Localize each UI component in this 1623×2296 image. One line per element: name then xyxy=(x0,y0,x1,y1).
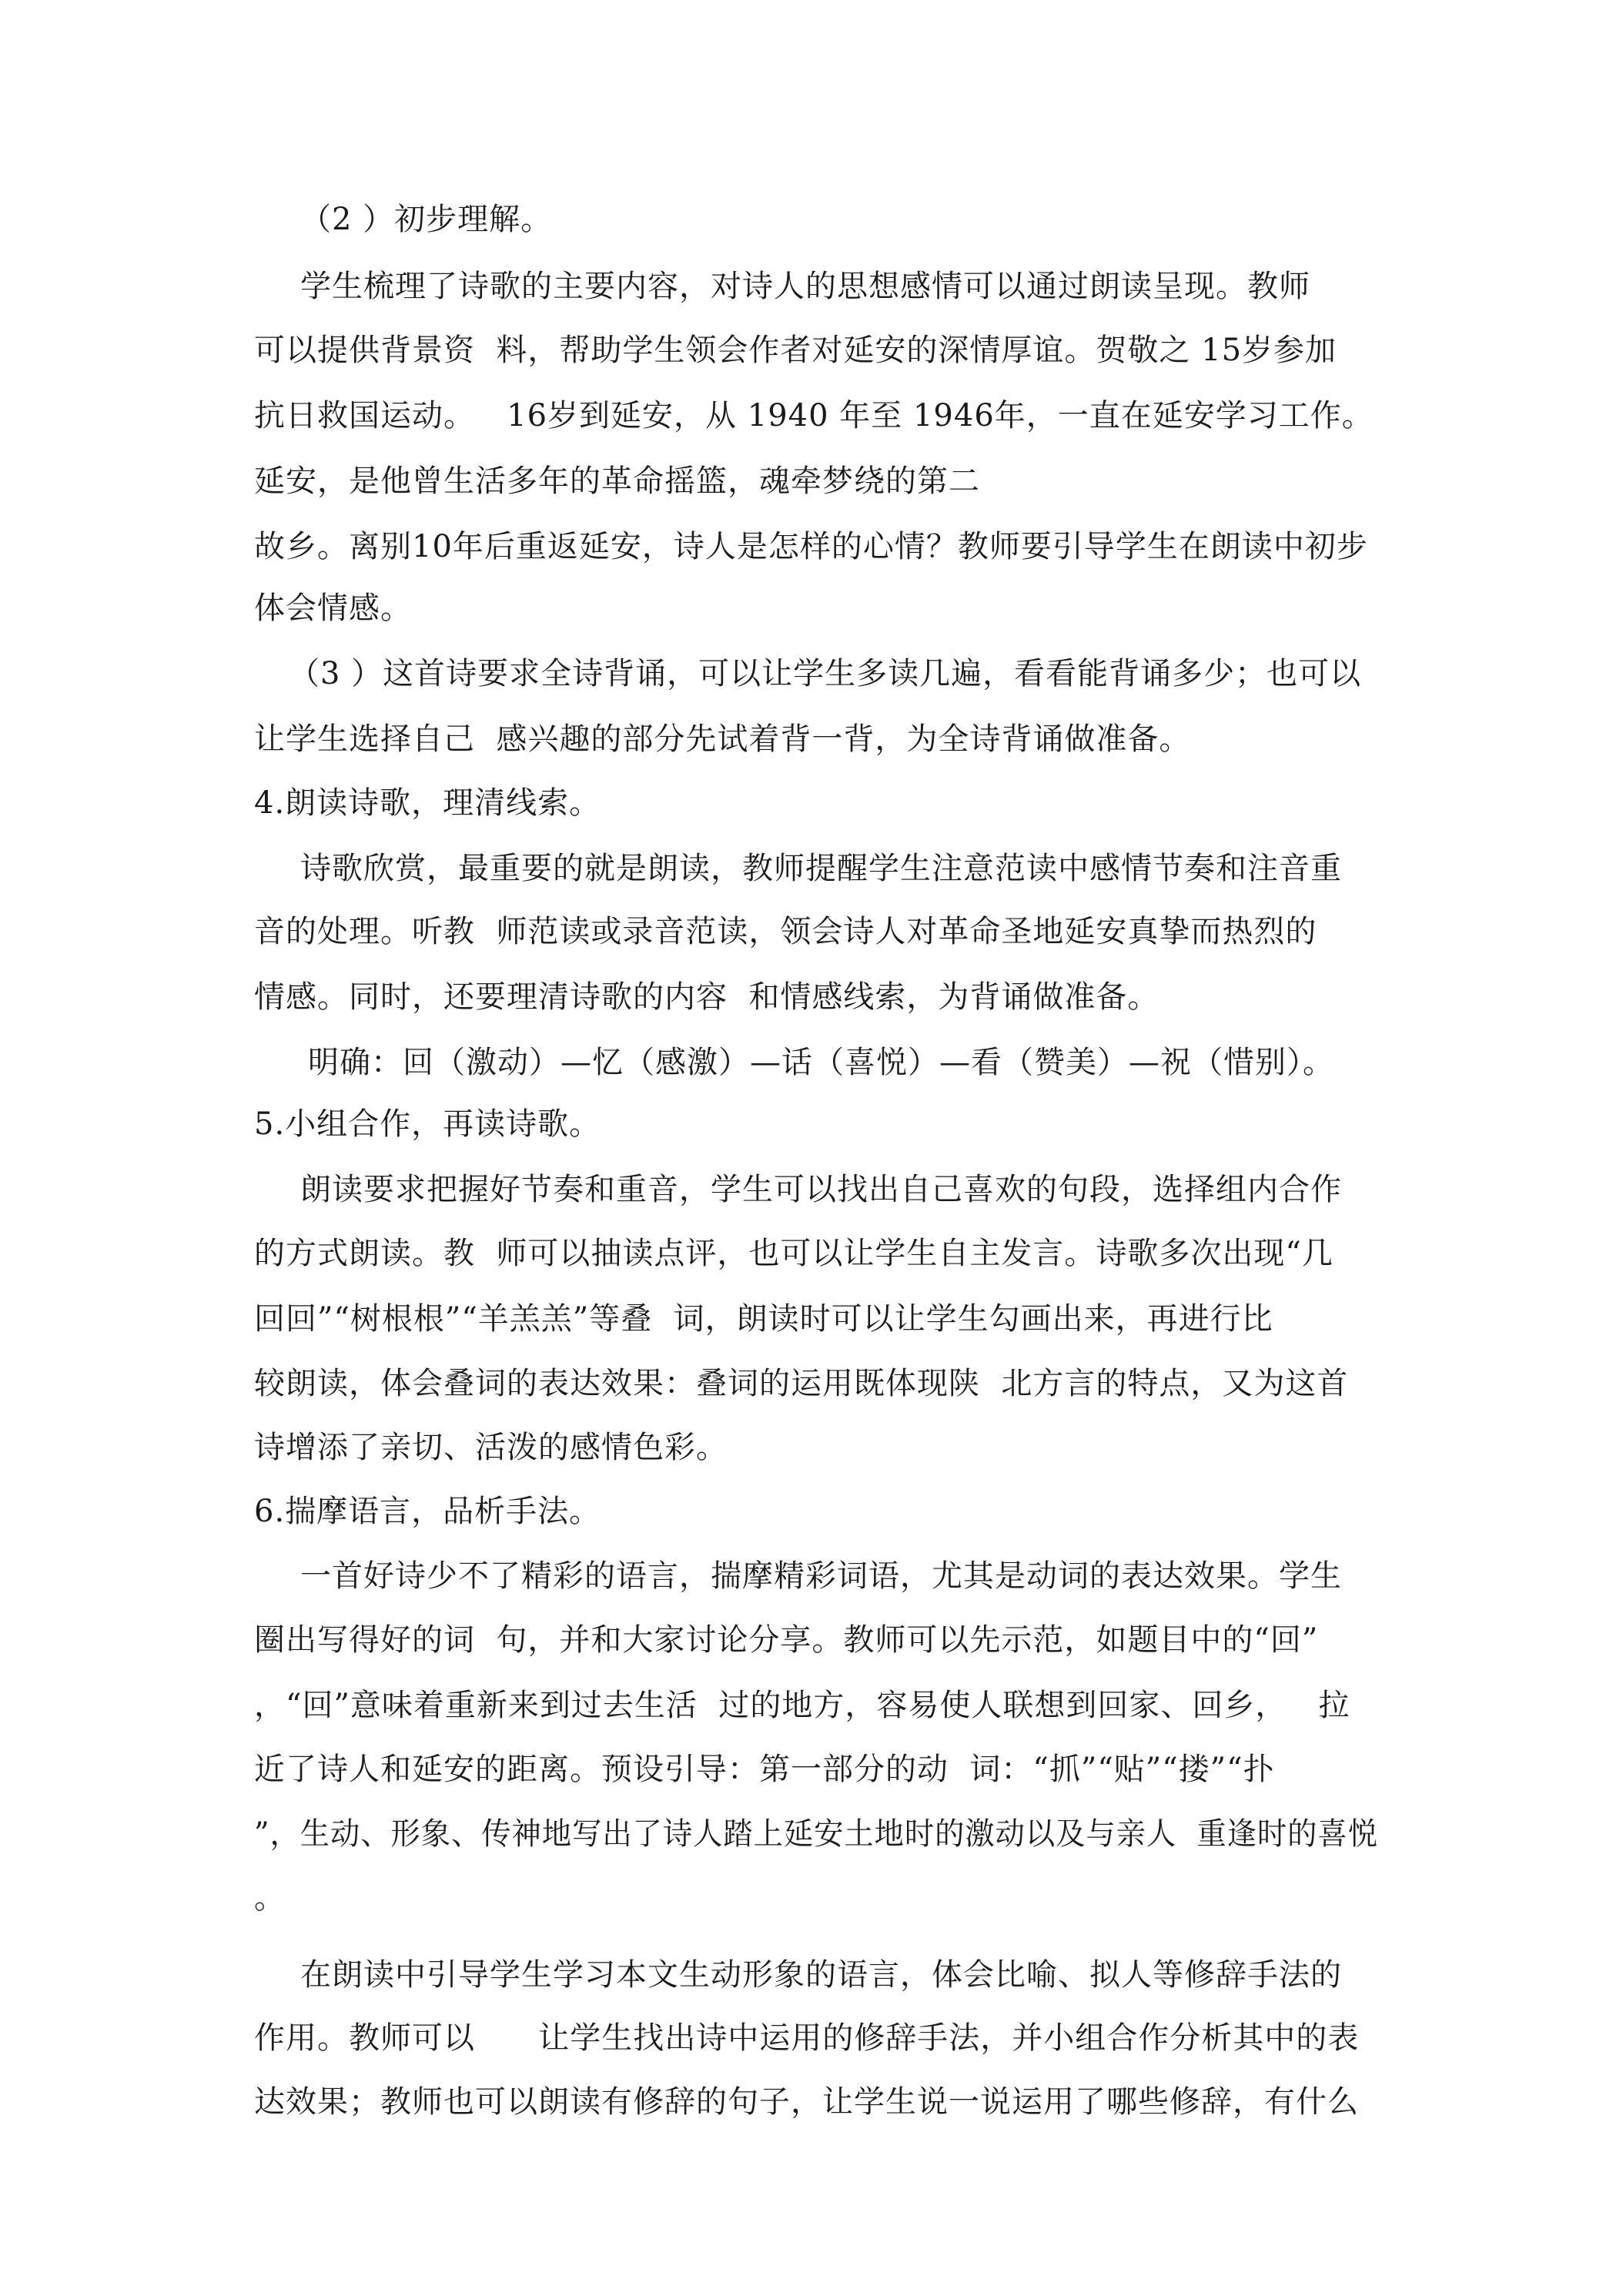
paragraph-line: 圈出写得好的词 句，并和大家讨论分享。教师可以先示范，如题目中的“回” xyxy=(254,1622,1319,1658)
section-heading-4: 4.朗读诗歌，理清线索。 xyxy=(254,785,601,821)
paragraph-line: 较朗读，体会叠词的表达效果：叠词的运用既体现陕 北方言的特点，又为这首 xyxy=(254,1366,1349,1401)
paragraph-line: 延安，是他曾生活多年的革命摇篮，魂牵梦绕的第二 xyxy=(254,464,980,499)
paragraph-line: 在朗读中引导学生学习本文生动形象的语言，体会比喻、拟人等修辞手法的 xyxy=(300,1957,1342,1993)
paragraph-line: 故乡。离别10年后重返延安，诗人是怎样的心情？教师要引导学生在朗读中初步 xyxy=(254,529,1368,564)
paragraph-line: 回回”“树根根”“羊羔羔”等叠 词，朗读时可以让学生勾画出来，再进行比 xyxy=(254,1301,1273,1337)
section-heading-5: 5.小组合作，再读诗歌。 xyxy=(254,1106,601,1142)
paragraph-line: 情感。同时，还要理清诗歌的内容 和情感线索，为背诵做准备。 xyxy=(254,979,1160,1015)
paragraph-line: 诗增添了亲切、活泼的感情色彩。 xyxy=(254,1430,728,1465)
paragraph-line: 的方式朗读。教 师可以抽读点评，也可以让学生自主发言。诗歌多次出现“几 xyxy=(254,1236,1334,1271)
paragraph-line: 诗歌欣赏，最重要的就是朗读，教师提醒学生注意范读中感情节奏和注音重 xyxy=(300,851,1342,886)
paragraph-line: 抗日救国运动。 16岁到延安，从 1940 年至 1946年，一直在延安学习工作。 xyxy=(254,398,1374,433)
paragraph-line: ”，生动、形象、传神地写出了诗人踏上延安土地时的激动以及与亲人 重逢时的喜悦 xyxy=(254,1816,1378,1852)
paragraph-line: 让学生选择自己 感兴趣的部分先试着背一背，为全诗背诵做准备。 xyxy=(254,721,1191,757)
section-heading-6: 6.揣摩语言，品析手法。 xyxy=(254,1494,601,1529)
subheading-initial-understanding: （2 ）初步理解。 xyxy=(300,202,553,237)
paragraph-line: 。 xyxy=(254,1880,286,1916)
paragraph-line: 近了诗人和延安的距离。预设引导：第一部分的动 词：“抓”“贴”“搂”“扑 xyxy=(254,1752,1275,1787)
paragraph-line: 达效果；教师也可以朗读有修辞的句子，让学生说一说运用了哪些修辞，有什么 xyxy=(254,2084,1359,2120)
paragraph-line: 学生梳理了诗歌的主要内容，对诗人的思想感情可以通过朗读呈现。教师 xyxy=(300,269,1310,304)
paragraph-line: 一首好诗少不了精彩的语言，揣摩精彩词语，尤其是动词的表达效果。学生 xyxy=(300,1558,1342,1594)
clarification-line: 明确：回（激动）—忆（感激）—话（喜悦）—看（赞美）—祝（惜别）。 xyxy=(308,1045,1334,1080)
paragraph-line: （3 ）这首诗要求全诗背诵，可以让学生多读几遍，看看能背诵多少；也可以 xyxy=(289,656,1362,691)
paragraph-line: 体会情感。 xyxy=(254,591,412,626)
paragraph-line: 作用。教师可以 让学生找出诗中运用的修辞手法，并小组合作分析其中的表 xyxy=(254,2020,1360,2056)
paragraph-line: 可以提供背景资 料，帮助学生领会作者对延安的深情厚谊。贺敬之 15岁参加 xyxy=(254,333,1337,368)
paragraph-line: ，“回”意味着重新来到过去生活 过的地方，容易使人联想到回家、回乡， 拉 xyxy=(254,1688,1350,1723)
paragraph-line: 音的处理。听教 师范读或录音范读，领会诗人对革命圣地延安真挚而热烈的 xyxy=(254,914,1317,949)
paragraph-line: 朗读要求把握好节奏和重音，学生可以找出自己喜欢的句段，选择组内合作 xyxy=(300,1172,1342,1207)
